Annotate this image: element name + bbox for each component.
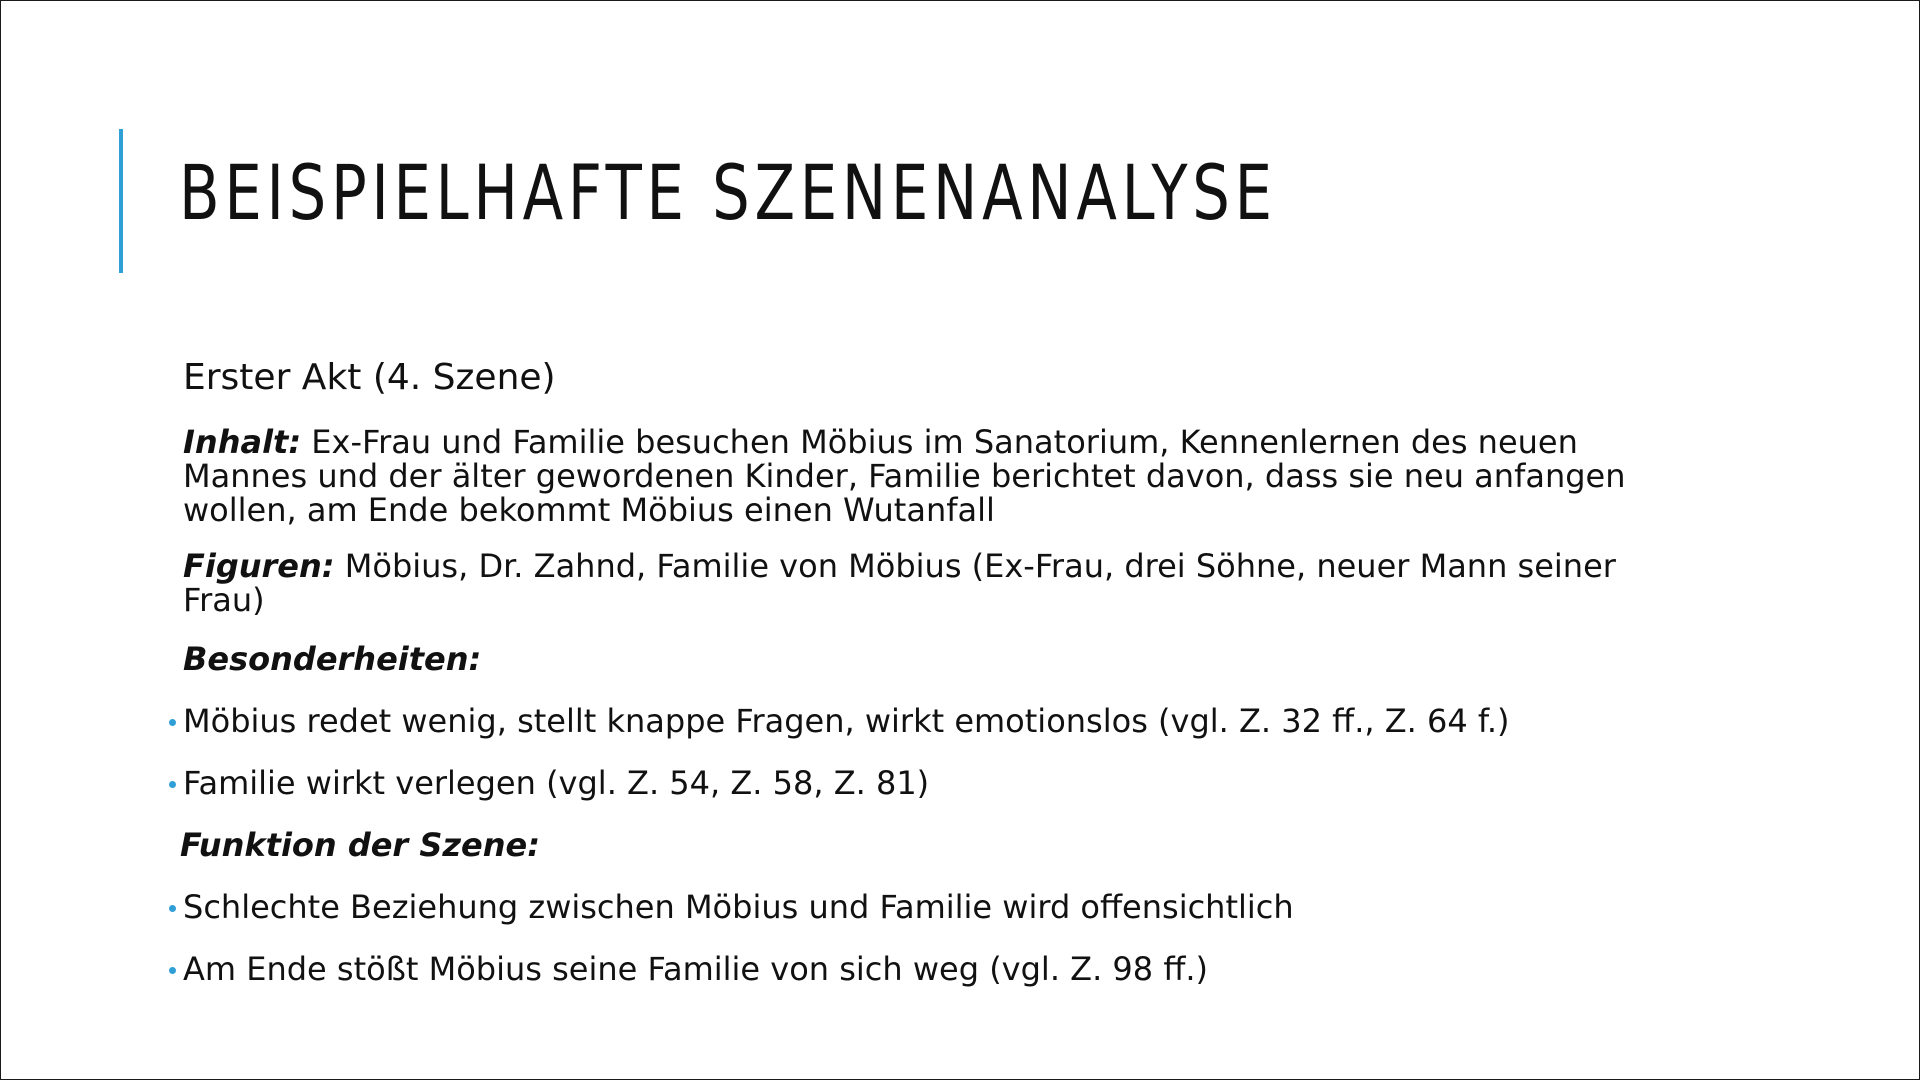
besonderheiten-bullet: Möbius redet wenig, stellt knappe Fragen, wirkt emotionslos (vgl. Z. 32 ff., Z. 64 f.) — [183, 701, 1683, 741]
figuren-text: Möbius, Dr. Zahnd, Familie von Möbius (Ex-Frau, drei Söhne, neuer Mann seiner Frau) — [183, 547, 1616, 620]
figuren-label: Figuren: — [183, 547, 335, 586]
inhalt-paragraph — [183, 423, 1683, 530]
funktion-bullet: Am Ende stößt Möbius seine Familie von sich weg (vgl. Z. 98 ff.) — [183, 949, 1683, 989]
besonderheiten-heading: Besonderheiten: — [183, 640, 482, 679]
funktion-bullet: Schlechte Beziehung zwischen Möbius und Familie wird offensichtlich — [183, 887, 1683, 927]
besonderheiten-list — [183, 701, 1683, 803]
funktion-heading: Funktion der Szene: — [180, 826, 540, 865]
slide-body — [180, 356, 1683, 1011]
funktion-list — [183, 887, 1683, 989]
figuren-paragraph — [183, 547, 1683, 620]
inhalt-label: Inhalt: — [183, 423, 302, 462]
slide-title: BEISPIELHAFTE SZENENANALYSE — [179, 148, 1277, 237]
besonderheiten-bullet: Familie wirkt verlegen (vgl. Z. 54, Z. 58, Z. 81) — [183, 763, 1683, 803]
inhalt-text: Ex-Frau und Familie besuchen Möbius im Sanatorium, Kennenlernen des neuen Mannes und der älter gewordenen Kinder, Familie berichtet davon, dass sie neu anfangen wollen, am Ende bekommt Möbius einen Wutanfall — [183, 423, 1626, 530]
act-scene-subtitle: Erster Akt (4. Szene) — [183, 357, 556, 398]
title-accent-bar — [119, 129, 123, 273]
